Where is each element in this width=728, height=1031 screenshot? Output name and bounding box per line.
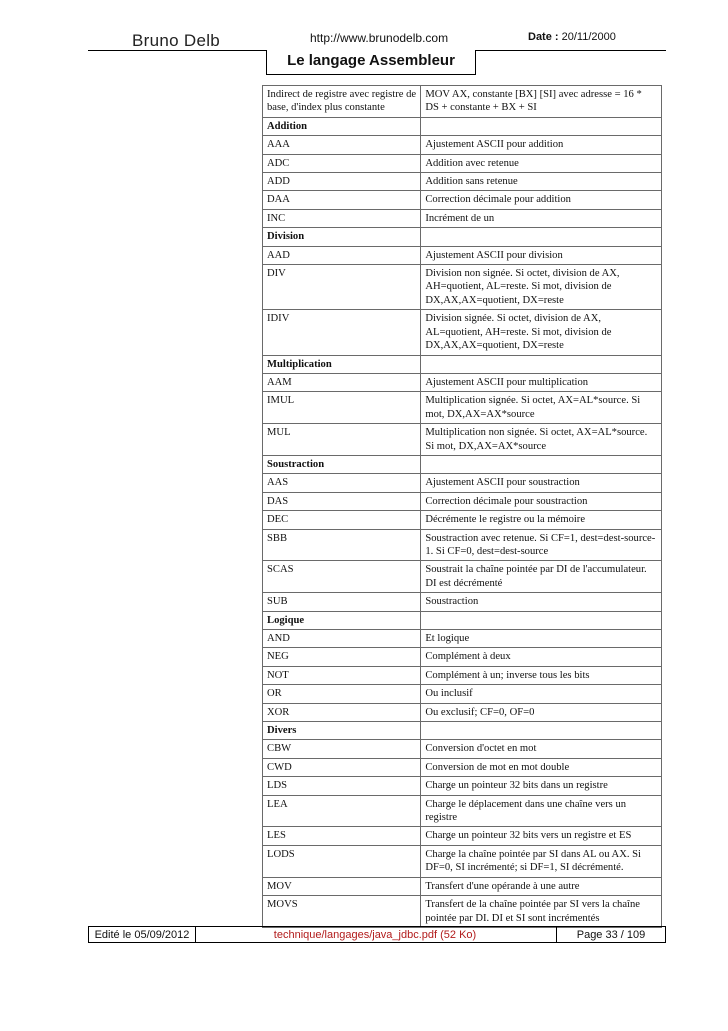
instruction-description: MOV AX, constante [BX] [SI] avec adresse = 16 * DS + constante + BX + SI bbox=[421, 86, 662, 118]
instruction-description: Soustrait la chaîne pointée par DI de l'accumulateur. DI est décrémenté bbox=[421, 561, 662, 593]
author-name: Bruno Delb bbox=[132, 31, 221, 50]
table-row bbox=[263, 265, 662, 310]
instruction-description: Transfert d'une opérande à une autre bbox=[421, 877, 662, 895]
instruction-description: Division non signée. Si octet, division de AX, AH=quotient, AL=reste. Si mot, division de DX,AX,AX=quotient, DX=reste bbox=[421, 265, 662, 310]
date-value: 20/11/2000 bbox=[561, 31, 616, 43]
instruction-name: LDS bbox=[263, 777, 421, 795]
instruction-description: Conversion d'octet en mot bbox=[421, 740, 662, 758]
instruction-name: LODS bbox=[263, 845, 421, 877]
instruction-description: Décrémente le registre ou la mémoire bbox=[421, 511, 662, 529]
table-row bbox=[263, 474, 662, 492]
instruction-description: Addition sans retenue bbox=[421, 173, 662, 191]
instruction-name: AAS bbox=[263, 474, 421, 492]
section-header-row bbox=[263, 455, 662, 473]
instruction-name: OR bbox=[263, 685, 421, 703]
table-row bbox=[263, 561, 662, 593]
date-label: Date : bbox=[528, 31, 559, 43]
section-header-row bbox=[263, 228, 662, 246]
instruction-name: MUL bbox=[263, 424, 421, 456]
instruction-name: DIV bbox=[263, 265, 421, 310]
instruction-name: SCAS bbox=[263, 561, 421, 593]
instruction-description: Complément à un; inverse tous les bits bbox=[421, 666, 662, 684]
table-row bbox=[263, 246, 662, 264]
table-row bbox=[263, 703, 662, 721]
document-title: Le langage Assembleur bbox=[266, 50, 476, 75]
section-title: Divers bbox=[263, 722, 421, 740]
instruction-description: Soustraction avec retenue. Si CF=1, dest=dest-source-1. Si CF=0, dest=dest-source bbox=[421, 529, 662, 561]
section-header-row bbox=[263, 355, 662, 373]
table-row bbox=[263, 648, 662, 666]
table-row bbox=[263, 666, 662, 684]
instruction-description: Charge un pointeur 32 bits vers un registre et ES bbox=[421, 827, 662, 845]
header-date bbox=[528, 31, 616, 43]
instruction-description: Correction décimale pour addition bbox=[421, 191, 662, 209]
instruction-name: INC bbox=[263, 209, 421, 227]
instruction-description: Ajustement ASCII pour division bbox=[421, 246, 662, 264]
instruction-description: Multiplication non signée. Si octet, AX=AL*source. Si mot, DX,AX=AX*source bbox=[421, 424, 662, 456]
instruction-description: Multiplication signée. Si octet, AX=AL*source. Si mot, DX,AX=AX*source bbox=[421, 392, 662, 424]
section-title: Soustraction bbox=[263, 455, 421, 473]
table-row bbox=[263, 777, 662, 795]
file-path-link[interactable]: technique/langages/java_jdbc.pdf (52 Ko) bbox=[194, 927, 556, 943]
table-row bbox=[263, 593, 662, 611]
table-row bbox=[263, 630, 662, 648]
section-header-row bbox=[263, 611, 662, 629]
instruction-name: SBB bbox=[263, 529, 421, 561]
table-row bbox=[263, 758, 662, 776]
instruction-name: DEC bbox=[263, 511, 421, 529]
section-title: Division bbox=[263, 228, 421, 246]
instruction-name: ADD bbox=[263, 173, 421, 191]
instruction-name: IDIV bbox=[263, 310, 421, 355]
table-row bbox=[263, 191, 662, 209]
website-url[interactable]: http://www.brunodelb.com bbox=[310, 31, 449, 45]
table-row bbox=[263, 492, 662, 510]
section-title: Multiplication bbox=[263, 355, 421, 373]
table-row bbox=[263, 740, 662, 758]
instruction-description: Addition avec retenue bbox=[421, 154, 662, 172]
table-row bbox=[263, 845, 662, 877]
table-row bbox=[263, 154, 662, 172]
instruction-description: Ou exclusif; CF=0, OF=0 bbox=[421, 703, 662, 721]
instruction-name: AAD bbox=[263, 246, 421, 264]
instruction-name: MOV bbox=[263, 877, 421, 895]
section-header-row bbox=[263, 722, 662, 740]
page-number: Page 33 / 109 bbox=[556, 927, 666, 943]
table-row bbox=[263, 827, 662, 845]
instruction-table-body bbox=[263, 86, 662, 928]
instruction-description: Charge la chaîne pointée par SI dans AL ou AX. Si DF=0, SI incrémenté; si DF=1, SI décrémenté. bbox=[421, 845, 662, 877]
instruction-description: Ou inclusif bbox=[421, 685, 662, 703]
section-title: Addition bbox=[263, 117, 421, 135]
instruction-name: DAS bbox=[263, 492, 421, 510]
instruction-table bbox=[262, 85, 662, 928]
instruction-description: Charge un pointeur 32 bits dans un registre bbox=[421, 777, 662, 795]
instruction-name: CBW bbox=[263, 740, 421, 758]
table-row bbox=[263, 795, 662, 827]
instruction-name: AAA bbox=[263, 136, 421, 154]
table-row bbox=[263, 685, 662, 703]
table-row bbox=[263, 136, 662, 154]
header-bar bbox=[88, 28, 666, 51]
instruction-name: AND bbox=[263, 630, 421, 648]
instruction-description: Conversion de mot en mot double bbox=[421, 758, 662, 776]
instruction-description: Ajustement ASCII pour multiplication bbox=[421, 373, 662, 391]
instruction-name: NEG bbox=[263, 648, 421, 666]
instruction-description: Soustraction bbox=[421, 593, 662, 611]
table-row bbox=[263, 86, 662, 118]
instruction-name: LEA bbox=[263, 795, 421, 827]
instruction-description bbox=[421, 355, 662, 373]
table-row bbox=[263, 173, 662, 191]
page-footer bbox=[88, 926, 666, 944]
instruction-name: SUB bbox=[263, 593, 421, 611]
instruction-name: Indirect de registre avec registre de base, d'index plus constante bbox=[263, 86, 421, 118]
instruction-name: NOT bbox=[263, 666, 421, 684]
instruction-name: AAM bbox=[263, 373, 421, 391]
instruction-description: Et logique bbox=[421, 630, 662, 648]
instruction-name: LES bbox=[263, 827, 421, 845]
instruction-name: MOVS bbox=[263, 896, 421, 928]
instruction-description bbox=[421, 117, 662, 135]
instruction-name: IMUL bbox=[263, 392, 421, 424]
instruction-description: Ajustement ASCII pour soustraction bbox=[421, 474, 662, 492]
page-header bbox=[88, 28, 666, 82]
instruction-description: Division signée. Si octet, division de AX, AL=quotient, AH=reste. Si mot, division de DX,AX,AX=quotient, DX=reste bbox=[421, 310, 662, 355]
instruction-name: XOR bbox=[263, 703, 421, 721]
section-header-row bbox=[263, 117, 662, 135]
table-row bbox=[263, 392, 662, 424]
instruction-description bbox=[421, 611, 662, 629]
table-row bbox=[263, 511, 662, 529]
instruction-description: Charge le déplacement dans une chaîne vers un registre bbox=[421, 795, 662, 827]
instruction-name: ADC bbox=[263, 154, 421, 172]
table-row bbox=[263, 209, 662, 227]
instruction-description bbox=[421, 455, 662, 473]
instruction-description bbox=[421, 228, 662, 246]
instruction-name: DAA bbox=[263, 191, 421, 209]
table-row bbox=[263, 310, 662, 355]
instruction-description bbox=[421, 722, 662, 740]
section-title: Logique bbox=[263, 611, 421, 629]
edited-date: Edité le 05/09/2012 bbox=[88, 927, 196, 943]
instruction-description: Correction décimale pour soustraction bbox=[421, 492, 662, 510]
table-row bbox=[263, 529, 662, 561]
table-row bbox=[263, 896, 662, 928]
table-row bbox=[263, 877, 662, 895]
instruction-name: CWD bbox=[263, 758, 421, 776]
table-row bbox=[263, 424, 662, 456]
table-row bbox=[263, 373, 662, 391]
instruction-description: Ajustement ASCII pour addition bbox=[421, 136, 662, 154]
instruction-description: Transfert de la chaîne pointée par SI vers la chaîne pointée par DI. DI et SI sont incrémentés bbox=[421, 896, 662, 928]
instruction-description: Complément à deux bbox=[421, 648, 662, 666]
instruction-description: Incrément de un bbox=[421, 209, 662, 227]
